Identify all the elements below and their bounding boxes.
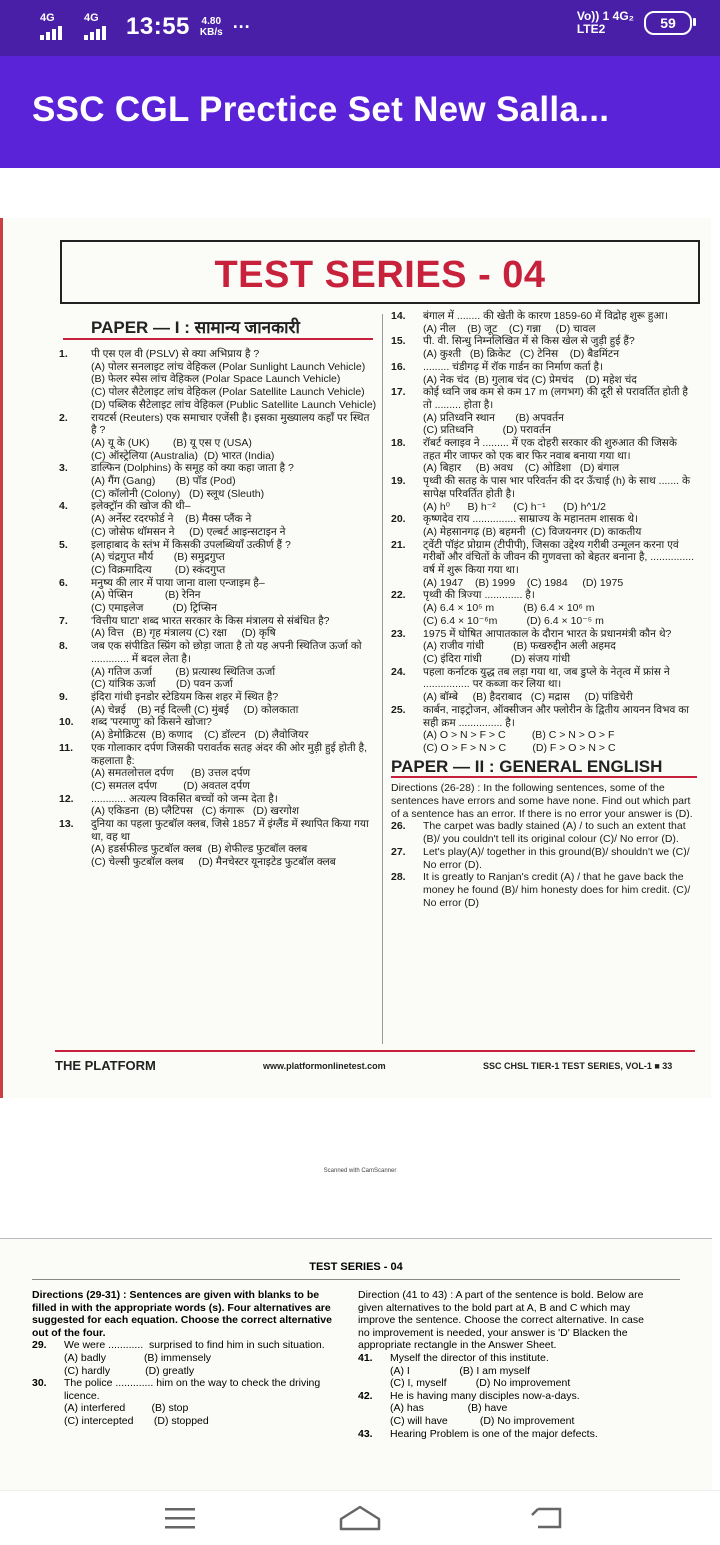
page2-right-questions (358, 1352, 658, 1440)
question-text: इलेक्ट्रॉन की खोज की थी– (A) अर्नेस्ट रदरफोर्ड ने (B) मैक्स प्लैंक ने (C) जोसेफ थॉमसन ने (D) एल्बर्ट आइन्सटाइन ने (91, 500, 286, 538)
question-number: 10. (59, 716, 74, 729)
footer-brand: THE PLATFORM (55, 1058, 156, 1073)
question-item (59, 742, 377, 793)
question-item (391, 513, 697, 538)
question-text: We were ............ surprised to find him in such situation. (A) badly (B) immensely (C) hardly (D) greatly (64, 1339, 325, 1377)
question-item (358, 1352, 658, 1390)
question-number: 25. (391, 703, 406, 716)
question-item (59, 716, 377, 741)
question-text: शब्द 'परमाणु' को किसने खोजा? (A) डेमोक्रिटस (B) कणाद (C) डॉल्टन (D) लैवोजियर (91, 716, 309, 742)
question-item (59, 348, 377, 412)
question-text: इंदिरा गांधी इनडोर स्टेडियम किस शहर में स्थित है? (A) चेन्नई (B) नई दिल्ली (C) मुंबई (D) कोलकाता (91, 690, 299, 716)
question-text: Myself the director of this institute. (A) I (B) I am myself (C) I, myself (D) No improvement (390, 1351, 571, 1390)
question-number: 43. (358, 1427, 373, 1440)
paper1-title: PAPER — I : सामान्य जानकारी (91, 318, 300, 337)
question-item (391, 335, 697, 360)
right-questions (391, 310, 697, 755)
page2-right-column (358, 1289, 658, 1440)
document-viewer[interactable] (0, 168, 720, 1490)
back-icon[interactable] (524, 1501, 572, 1535)
lte-label: LTE2 (576, 22, 606, 36)
question-text: बंगाल में ........ की खेती के कारण 1859-60 में विद्रोह शुरू हुआ। (A) नील (B) जूट (C) गन्ना (D) चावल (423, 310, 669, 335)
question-number: 7. (59, 614, 68, 627)
battery-icon: 59 (644, 11, 692, 35)
question-item (391, 628, 697, 666)
page2-left-directions: Directions (29-31) : Sentences are given with blanks to be filled in with the appropriate words (s). Four alternatives are suggested for each equation. Choose the correct alternative out of the four. (32, 1289, 332, 1339)
question-text: पी एस एल वी (PSLV) से क्या अभिप्राय है ? (A) पोलर सनलाइट लांच वेहिकल (Polar Sunlight Launch Vehicle) (B) फेलर स्पेस लांच वेहिकल (Polar Space Launch Vehicle) (C) पोलर सैटेलाइट लांच वेहिकल (Polar Satellite Launch Vehicle) (D) पब्लिक सैटेलाइट लांच वेहिकल (Public Satellite Launch Vehicle) (91, 348, 377, 411)
question-number: 22. (391, 589, 406, 602)
question-item (391, 871, 697, 909)
question-text: कृष्णदेव राय ............... साम्राज्य के महानतम शासक थे। (A) मेहसानगढ़ (B) बहमनी (C) विजयनगर (D) काकतीय (423, 513, 642, 538)
question-text: एक गोलाकार दर्पण जिसकी परावर्तक सतह अंदर की ओर मुड़ी हुई होती है, कहलाता है: (A) समतलोत्तल दर्पण (B) उत्तल दर्पण (C) समतल दर्पण (D) अवतल दर्पण (91, 741, 368, 792)
question-text: पृथ्वी की त्रिज्या ............. है। (A) 6.4 × 10⁵ m (B) 6.4 × 10⁶ m (C) 6.4 × 10⁻⁶m (D) 6.4 × 10⁻⁵ m (423, 589, 604, 627)
home-icon[interactable] (336, 1501, 384, 1535)
question-item (391, 437, 697, 475)
question-text: It is greatly to Ranjan's credit (A) / that he gave back the money he found (B)/ him honesty does for him credit. (C)/ No error (D) (423, 871, 694, 909)
question-item (59, 793, 377, 818)
question-item (32, 1377, 332, 1427)
question-item (59, 640, 377, 691)
question-number: 19. (391, 475, 406, 488)
question-text: पृथ्वी की सतह के पास भार परिवर्तन की दर ऊँचाई (h) के साथ ....... के सापेक्ष परिवर्तित होती है। (A) h⁰ B) h⁻² (C) h⁻¹ (D) h^1/2 (423, 475, 691, 513)
footer-series-info: SSC CHSL TIER-1 TEST SERIES, VOL-1 ■ 33 (483, 1061, 673, 1071)
question-number: 14. (391, 310, 406, 322)
question-number: 18. (391, 437, 406, 450)
question-text: Let's play(A)/ together in this ground(B)/ shouldn't we (C)/ No error (D). (423, 845, 693, 871)
question-number: 1. (59, 348, 68, 360)
page2-header: TEST SERIES - 04 (309, 1261, 403, 1273)
paper2-directions: Directions (26-28) : In the following sentences, some of the sentences have errors and some have none. Find out which part of a sentence has an error. If there is no error your answer is (D). (391, 782, 693, 820)
question-item (59, 818, 377, 869)
question-text: Hearing Problem is one of the major defects. (390, 1427, 598, 1440)
left-question-column (59, 348, 377, 869)
question-item (391, 704, 697, 755)
page2-right-directions: Direction (41 to 43) : A part of the sentence is bold. Below are given alternatives to the bold part at A, B and C which may improve the sentence. Choose the correct alternative. In case no improvement is needed, your answer is 'D' Blacken the appropriate rectangle in the Answer Sheet. (358, 1289, 644, 1352)
question-number: 3. (59, 462, 68, 475)
question-item (391, 666, 697, 704)
question-text: He is having many disciples now-a-days. (A) has (B) have (C) will have (D) No improvement (390, 1389, 580, 1427)
question-item (391, 475, 697, 513)
question-item (391, 310, 697, 335)
question-item (59, 539, 377, 577)
footer-divider (55, 1050, 695, 1052)
question-text: The police ............. him on the way to check the driving licence. (A) interfered (B) stop (C) intercepted (D) stopped (64, 1377, 321, 1427)
question-item (391, 846, 697, 871)
paper1-underline (63, 338, 373, 340)
question-text: इलाहाबाद के स्तंभ में किसकी उपलब्धियाँ उत्कीर्ण हैं ? (A) चंद्रगुप्त मौर्य (B) समुद्रगुप्त (C) विक्रमादित्य (D) स्कंदगुप्त (91, 538, 291, 576)
footer-website: www.platformonlinetest.com (263, 1061, 386, 1071)
sim-number: 1 (602, 9, 610, 23)
network-label: 4G₂ (612, 9, 634, 23)
question-number: 5. (59, 538, 68, 551)
page2-left-questions (32, 1339, 332, 1427)
question-number: 4. (59, 500, 68, 513)
question-item (59, 462, 377, 500)
question-number: 23. (391, 627, 406, 640)
right-question-column (391, 310, 697, 909)
signal-icon-1: 4G (38, 12, 72, 42)
question-number: 28. (391, 871, 406, 884)
question-number: 13. (59, 818, 74, 831)
question-text: ट्वेंटी पॉइंट प्रोग्राम (टीपीपी), जिसका उद्देश्य गरीबी उन्मूलन करना एवं गरीबों और वंचितों के जीवन की गुणवत्ता को बेहतर बनाना है, ............... वर्ष में शुरू किया गया था। (A) 1947 (B) 1999 (C) 1984 (D) 1975 (423, 538, 695, 589)
volte-label: Vo)) (576, 9, 600, 23)
question-item (59, 691, 377, 716)
question-text: रायटर्स (Reuters) एक समाचार एजेंसी है। इसका मुख्यालय कहाँ पर स्थित है ? (A) यू के (UK) (B) यू एस ए (USA) (C) ऑस्ट्रेलिया (Australia) (D) भारत (India) (91, 411, 370, 462)
question-item (59, 500, 377, 538)
question-number: 27. (391, 845, 406, 858)
question-item (391, 361, 697, 386)
app-bar (0, 56, 720, 168)
question-text: कोई ध्वनि जब कम से कम 17 m (लगभग) की दूरी से परावर्तित होती है तो ......... होता है। (A) प्रतिध्वनि स्थान (B) अपवर्तन (C) प्रतिध्वनि (D) परावर्तन (423, 386, 688, 437)
question-item (59, 615, 377, 640)
question-item (358, 1428, 658, 1441)
question-item (391, 386, 697, 437)
question-number: 41. (358, 1351, 373, 1364)
question-text: 'वित्तीय घाटा' शब्द भारत सरकार के किस मंत्रालय से संबंधित है? (A) वित्त (B) गृह मंत्रालय (C) रक्षा (D) कृषि (91, 614, 330, 640)
question-text: डाल्फिन (Dolphins) के समूह को क्या कहा जाता है ? (A) गैंग (Gang) (B) पॉड (Pod) (C) कॉलोनी (Colony) (D) स्लूथ (Sleuth) (91, 462, 294, 500)
question-text: दुनिया का पहला फुटबॉल क्लब, जिसे 1857 में इंग्लैंड में स्थापित किया गया था, वह था (A) हडर्सफील्ड फुटबॉल क्लब (B) शेफील्ड फुटबॉल क्लब (C) चेल्सी फुटबॉल क्लब (D) मैनचेस्टर यूनाइटेड फुटबॉल क्लब (91, 818, 369, 869)
status-left (38, 12, 251, 42)
question-text: जब एक संपीडित स्प्रिंग को छोड़ा जाता है तो यह अपनी स्थितिज ऊर्जा को ............. में बदल लेता है। (A) गतिज ऊर्जा (B) प्रत्यास्थ स्थितिज ऊर्जा (C) यांत्रिक ऊर्जा (D) पवन ऊर्जा (91, 640, 362, 691)
status-bar (0, 0, 720, 56)
clock: 13:55 (126, 13, 190, 40)
document-page-2 (0, 1238, 712, 1490)
question-text: रॉबर्ट क्लाइव ने ......... में एक दोहरी सरकार की शुरुआत की जिसके तहत मीर जाफर को एक बार फिर नवाब बनाया गया था। (A) बिहार (B) अवध (C) ओडिशा (D) बंगाल (423, 437, 677, 475)
navigation-bar (0, 1490, 720, 1545)
question-item (391, 820, 697, 845)
question-number: 30. (32, 1377, 47, 1390)
question-item (59, 412, 377, 463)
question-number: 26. (391, 820, 406, 833)
paper2-title: PAPER — II : GENERAL ENGLISH (391, 761, 697, 779)
question-number: 12. (59, 792, 74, 805)
question-number: 15. (391, 335, 406, 348)
status-right (577, 10, 692, 36)
english-questions (391, 820, 697, 909)
question-number: 6. (59, 576, 68, 589)
question-text: ......... चंडीगढ़ में रॉक गार्डन का निर्माण कर्ता है। (A) नेक चंद (B) गुलाब चंद (C) प्रेमचंद (D) महेश चंद (423, 360, 637, 386)
page2-header-rule (32, 1279, 680, 1280)
question-item (391, 539, 697, 590)
question-number: 16. (391, 360, 406, 373)
question-number: 2. (59, 411, 68, 424)
question-number: 20. (391, 513, 406, 526)
question-item (358, 1390, 658, 1428)
question-text: The carpet was badly stained (A) / to such an extent that (B)/ you couldn't tell its original colour (C)/ No error (D). (423, 820, 689, 846)
scanned-note: Scanned with CamScanner (323, 1168, 397, 1174)
question-number: 17. (391, 386, 406, 399)
more-notifications-icon: ··· (232, 16, 251, 37)
question-text: मनुष्य की लार में पाया जाना वाला एन्जाइम है– (A) पेप्सिन (B) रेनिन (C) एमाइलेज (D) ट्रिप्सिन (91, 576, 265, 615)
test-series-title: TEST SERIES - 04 (214, 254, 546, 296)
question-number: 29. (32, 1339, 47, 1352)
column-divider (382, 314, 383, 1044)
question-item (59, 577, 377, 615)
question-text: पी. वी. सिन्धु निम्नलिखित में से किस खेल से जुड़ी हुई हैं? (A) कुश्ती (B) क्रिकेट (C) टेनिस (D) बैडमिंटन (423, 335, 635, 361)
signal-icon-2: 4G (82, 12, 116, 42)
question-item (391, 589, 697, 627)
page2-left-column (32, 1289, 332, 1428)
question-number: 8. (59, 640, 68, 653)
question-item (32, 1339, 332, 1377)
question-number: 42. (358, 1389, 373, 1402)
network-speed: 4.80 KB/s (199, 16, 223, 38)
question-text: ............ अत्यल्प विकसित बच्चों को जन्म देता है। (A) एकिडना (B) प्लैटिपस (C) कंगारू (D) खरगोश (91, 792, 300, 818)
question-text: 1975 में घोषित आपातकाल के दौरान भारत के प्रधानमंत्री कौन थे? (A) राजीव गांधी (B) फखरुद्दीन अली अहमद (C) इंदिरा गांधी (D) संजय गांधी (423, 627, 672, 665)
app-title: SSC CGL Prectice Set New Salla... (32, 90, 610, 129)
question-number: 9. (59, 690, 68, 703)
question-number: 21. (391, 538, 406, 551)
test-series-header-box (60, 240, 700, 304)
document-page-1 (0, 218, 711, 1098)
question-number: 11. (59, 741, 74, 754)
question-text: पहला कर्नाटक युद्ध तब लड़ा गया था, जब डुप्ले के नेतृत्व में फ्रांस ने ................ पर कब्जा कर लिया था। (A) बॉम्बे (B) हैदराबाद (C) मद्रास (D) पांडिचेरी (423, 665, 670, 704)
menu-icon[interactable] (156, 1501, 204, 1535)
question-text: कार्बन, नाइट्रोजन, ऑक्सीजन और फ्लोरीन के द्वितीय आयनन विभव का सही क्रम ............... है। (A) O > N > F > C (B) C > N > O > F (C) O > F > N > C (D) F > O > N > C (423, 703, 689, 754)
question-number: 24. (391, 665, 406, 678)
